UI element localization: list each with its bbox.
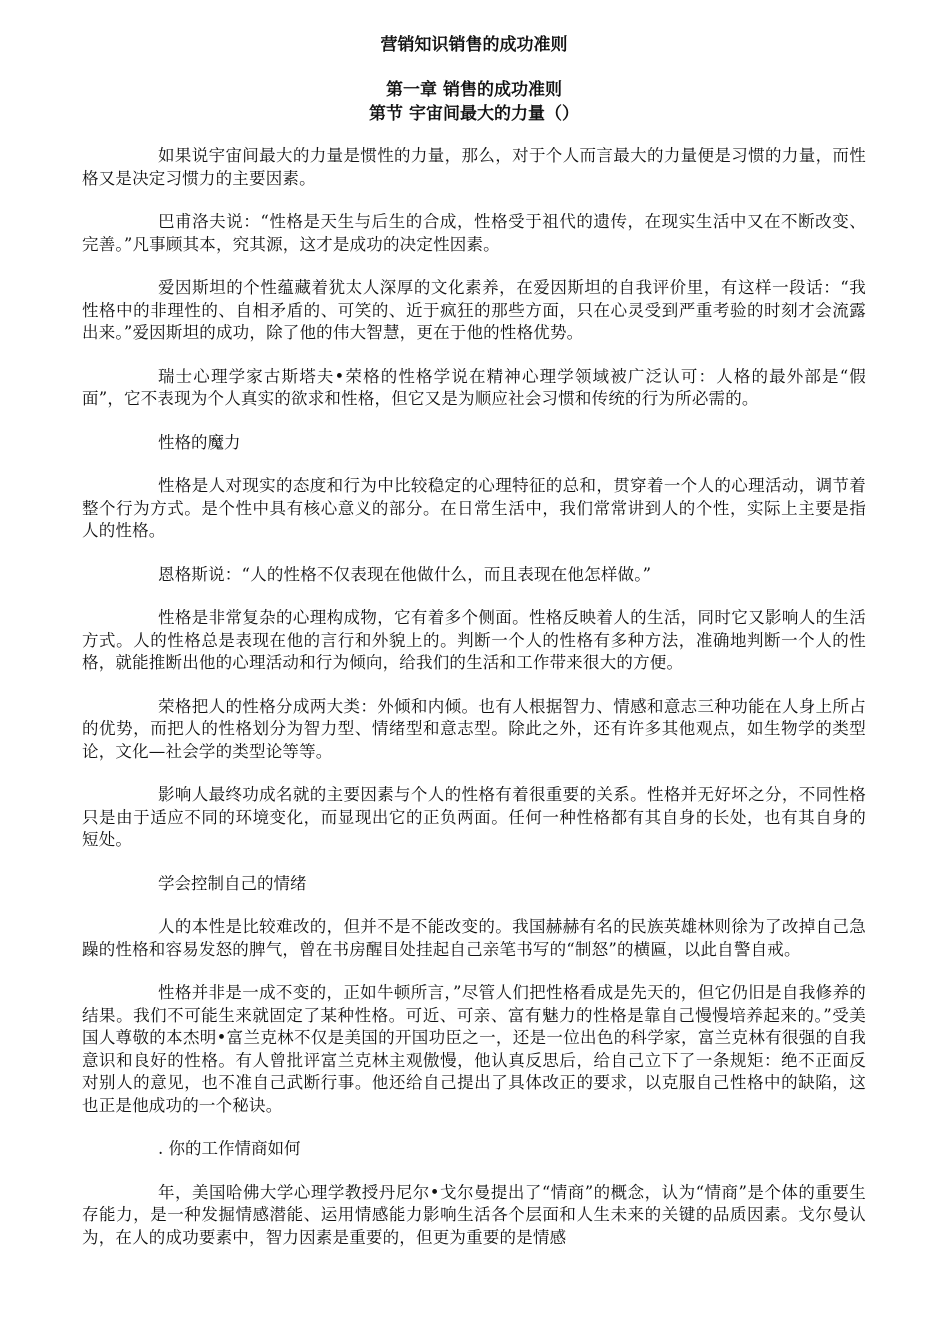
chapter-title: 第一章 销售的成功准则 bbox=[386, 80, 562, 100]
paragraph: 年，美国哈佛大学心理学教授丹尼尔•戈尔曼提出了“情商”的概念，认为“情商”是个体的重要生存能力，是一种发掘情感潜能、运用情感能力影响生活各个层面和人生未来的关键的品质因素。戈尔曼认为，在人的成功要素中，智力因素是重要的，但更为重要的是情感 bbox=[82, 1182, 866, 1247]
paragraph: 爱因斯坦的个性蕴藏着犹太人深厚的文化素养，在爱因斯坦的自我评价里，有这样一段话：“我性格中的非理性的、自相矛盾的、可笑的、近于疯狂的那些方面，只在心灵受到严重考验的时刻才会流露出来。”爱因斯坦的成功，除了他的伟大智慧，更在于他的性格优势。 bbox=[82, 278, 866, 342]
paragraph: 性格并非是一成不变的，正如牛顿所言，”尽管人们把性格看成是先天的，但它仍旧是自我修养的结果。我们不可能生来就固定了某种性格。可近、可亲、富有魅力的性格是靠自己慢慢培养起来的。”受美国人尊敬的本杰明•富兰克林不仅是美国的开国功臣之一，还是一位出色的科学家，富兰克林有很强的自我意识和良好的性格。有人曾批评富兰克林主观傲慢，他认真反思后，给自己立下了一条规矩：绝不正面反对别人的意见，也不准自己武断行事。他还给自己提出了具体改正的要求，以克服自己性格中的缺陷，这也正是他成功的一个秘诀。 bbox=[82, 983, 866, 1115]
document-title: 营销知识销售的成功准则 bbox=[380, 35, 568, 55]
paragraph: 荣格把人的性格分成两大类：外倾和内倾。也有人根据智力、情感和意志三种功能在人身上所占的优势，而把人的性格划分为智力型、情绪型和意志型。除此之外，还有许多其他观点，如生物学的类型论，文化—社会学的类型论等等。 bbox=[82, 696, 866, 761]
paragraph: 人的本性是比较难改的，但并不是不能改变的。我国赫赫有名的民族英雄林则徐为了改掉自己急躁的性格和容易发怒的脾气，曾在书房醒目处挂起自己亲笔书写的“制怒”的横匾，以此自警自戒。 bbox=[82, 917, 866, 959]
subheading: . 你的工作情商如何 bbox=[158, 1139, 301, 1158]
paragraph: 瑞士心理学家古斯塔夫•荣格的性格学说在精神心理学领域被广泛认可：人格的最外部是“假面”，它不表现为个人真实的欲求和性格，但它又是为顺应社会习惯和传统的行为所必需的。 bbox=[82, 366, 866, 408]
paragraph: 恩格斯说：“人的性格不仅表现在他做什么，而且表现在他怎样做。” bbox=[158, 564, 652, 584]
paragraph: 性格是非常复杂的心理构成物，它有着多个侧面。性格反映着人的生活，同时它又影响人的生活方式。人的性格总是表现在他的言行和外貌上的。判断一个人的性格有多种方法，准确地判断一个人的性格，就能推断出他的心理活动和行为倾向，给我们的生活和工作带来很大的方便。 bbox=[82, 608, 866, 672]
paragraph: 性格是人对现实的态度和行为中比较稳定的心理特征的总和，贯穿着一个人的心理活动，调节着整个行为方式。是个性中具有核心意义的部分。在日常生活中，我们常常讲到人的个性，实际上主要是指人的性格。 bbox=[82, 476, 866, 540]
subheading: 性格的魔力 bbox=[158, 432, 241, 452]
paragraph: 巴甫洛夫说：“性格是天生与后生的合成，性格受于祖代的遗传，在现实生活中又在不断改变、完善。”凡事顾其本，究其源，这才是成功的决定性因素。 bbox=[82, 212, 866, 254]
subheading: 学会控制自己的情绪 bbox=[158, 873, 307, 893]
paragraph: 如果说宇宙间最大的力量是惯性的力量，那么，对于个人而言最大的力量便是习惯的力量，而性格又是决定习惯力的主要因素。 bbox=[82, 146, 866, 188]
document-body bbox=[82, 145, 866, 1249]
paragraph: 影响人最终功成名就的主要因素与个人的性格有着很重要的关系。性格并无好坏之分，不同性格只是由于适应不同的环境变化，而显现出它的正负两面。任何一种性格都有其自身的长处，也有其自身的短处。 bbox=[82, 785, 866, 849]
section-title: 第节 宇宙间最大的力量（） bbox=[369, 104, 579, 124]
